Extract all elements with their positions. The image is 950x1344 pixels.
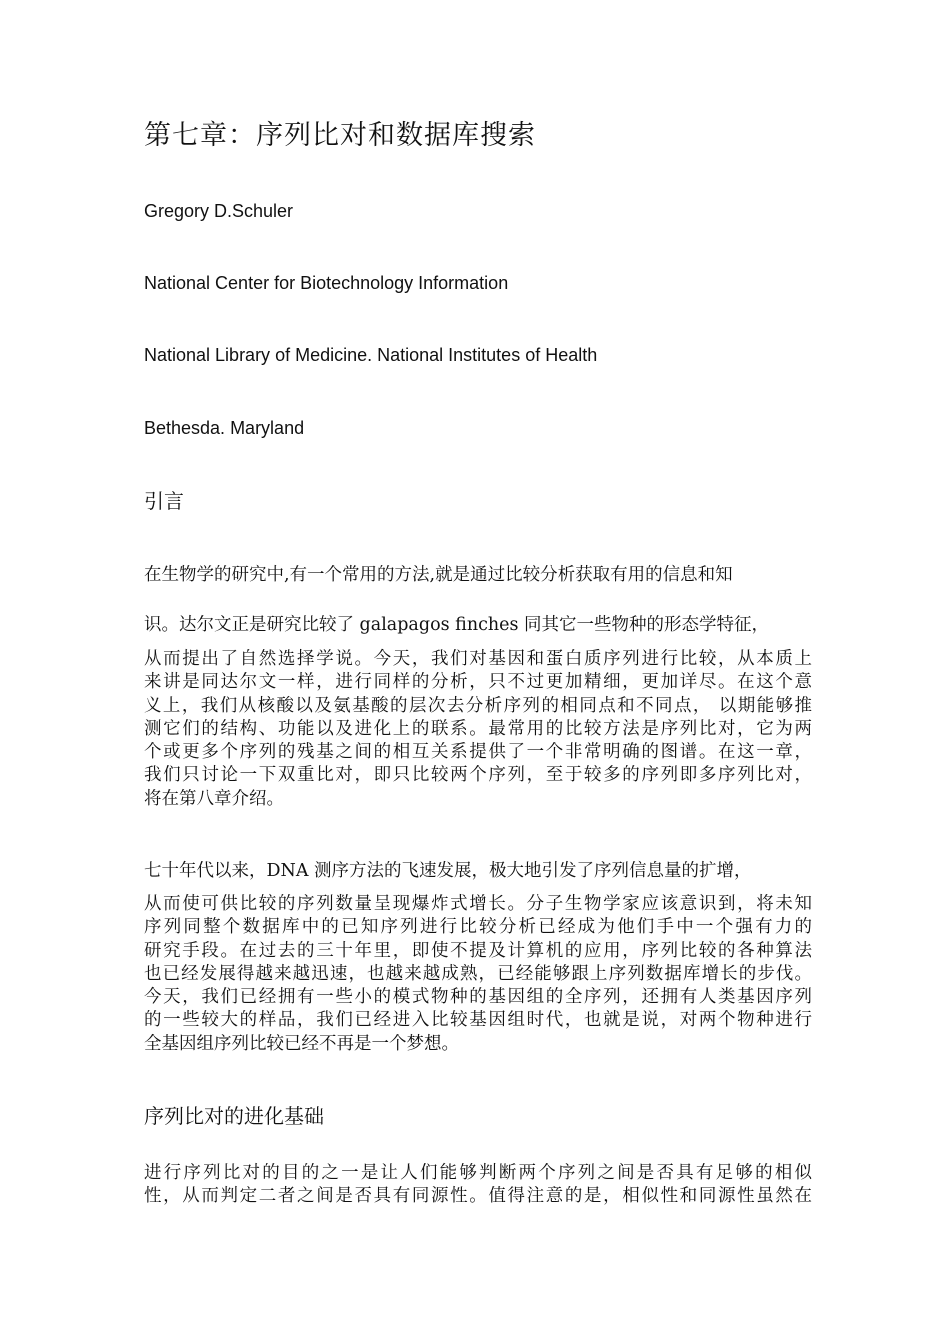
chapter-title: 第七章：序列比对和数据库搜索 <box>144 120 536 151</box>
paragraph-line: 测它们的结构、功能以及进化上的联系。最常用的比较方法是序列比对，它为两 <box>144 718 812 739</box>
author-name: Gregory D.Schuler <box>144 201 294 221</box>
paragraph-line: 将在第八章介绍。 <box>144 788 284 809</box>
paragraph-line: 从而提出了自然选择学说。今天，我们对基因和蛋白质序列进行比较，从本质上 <box>144 649 812 669</box>
location: Bethesda. Maryland <box>144 418 305 438</box>
intro-paragraph-1 <box>144 648 812 811</box>
intro-p1-line2: 识。达尔文正是研究比较了 galapagos finches 同其它一些物种的形态学特征， <box>144 615 770 635</box>
paragraph-line: 性，从而判定二者之间是否具有同源性。值得注意的是，相似性和同源性虽然在 <box>144 1186 812 1207</box>
intro-p2-line1: 七十年代以来，DNA 测序方法的飞速发展，极大地引发了序列信息量的扩增， <box>144 861 752 881</box>
affiliation-center: National Center for Biotechnology Information <box>144 273 509 293</box>
paragraph-line: 我们只讨论一下双重比对，即只比较两个序列，至于较多的序列即多序列比对， <box>144 765 812 786</box>
intro-paragraph-2 <box>144 893 812 1056</box>
paragraph-line: 也已经发展得越来越迅速，也越来越成熟，已经能够跟上序列数据库增长的步伐。 <box>144 963 812 984</box>
paragraph-line: 个或更多个序列的残基之间的相互关系提供了一个非常明确的图谱。在这一章， <box>144 742 812 763</box>
paragraph-line: 全基因组序列比较已经不再是一个梦想。 <box>144 1033 459 1054</box>
paragraph-line: 的一些较大的样品，我们已经进入比较基因组时代，也就是说，对两个物种进行 <box>144 1010 812 1031</box>
section2-paragraph <box>144 1162 812 1209</box>
intro-heading: 引言 <box>144 489 184 513</box>
paragraph-line: 研究手段。在过去的三十年里，即使不提及计算机的应用，序列比较的各种算法 <box>144 940 812 961</box>
section2-heading: 序列比对的进化基础 <box>144 1104 324 1128</box>
paragraph-line: 义上，我们从核酸以及氨基酸的层次去分析序列的相同点和不同点， 以期能够推 <box>144 695 812 716</box>
paragraph-line: 来讲是同达尔文一样，进行同样的分析，只不过更加精细，更加详尽。在这个意 <box>144 672 812 693</box>
affiliation-library: National Library of Medicine. National Institutes of Health <box>144 345 598 365</box>
intro-p1-line1: 在生物学的研究中,有一个常用的方法,就是通过比较分析获取有用的信息和知 <box>144 565 733 585</box>
paragraph-line: 今天，我们已经拥有一些小的模式物种的基因组的全序列，还拥有人类基因序列 <box>144 987 812 1008</box>
paragraph-line: 进行序列比对的目的之一是让人们能够判断两个序列之间是否具有足够的相似 <box>144 1163 812 1183</box>
paragraph-line: 序列同整个数据库中的已知序列进行比较分析已经成为他们手中一个强有力的 <box>144 917 812 938</box>
paragraph-line: 从而使可供比较的序列数量呈现爆炸式增长。分子生物学家应该意识到，将未知 <box>144 894 812 914</box>
